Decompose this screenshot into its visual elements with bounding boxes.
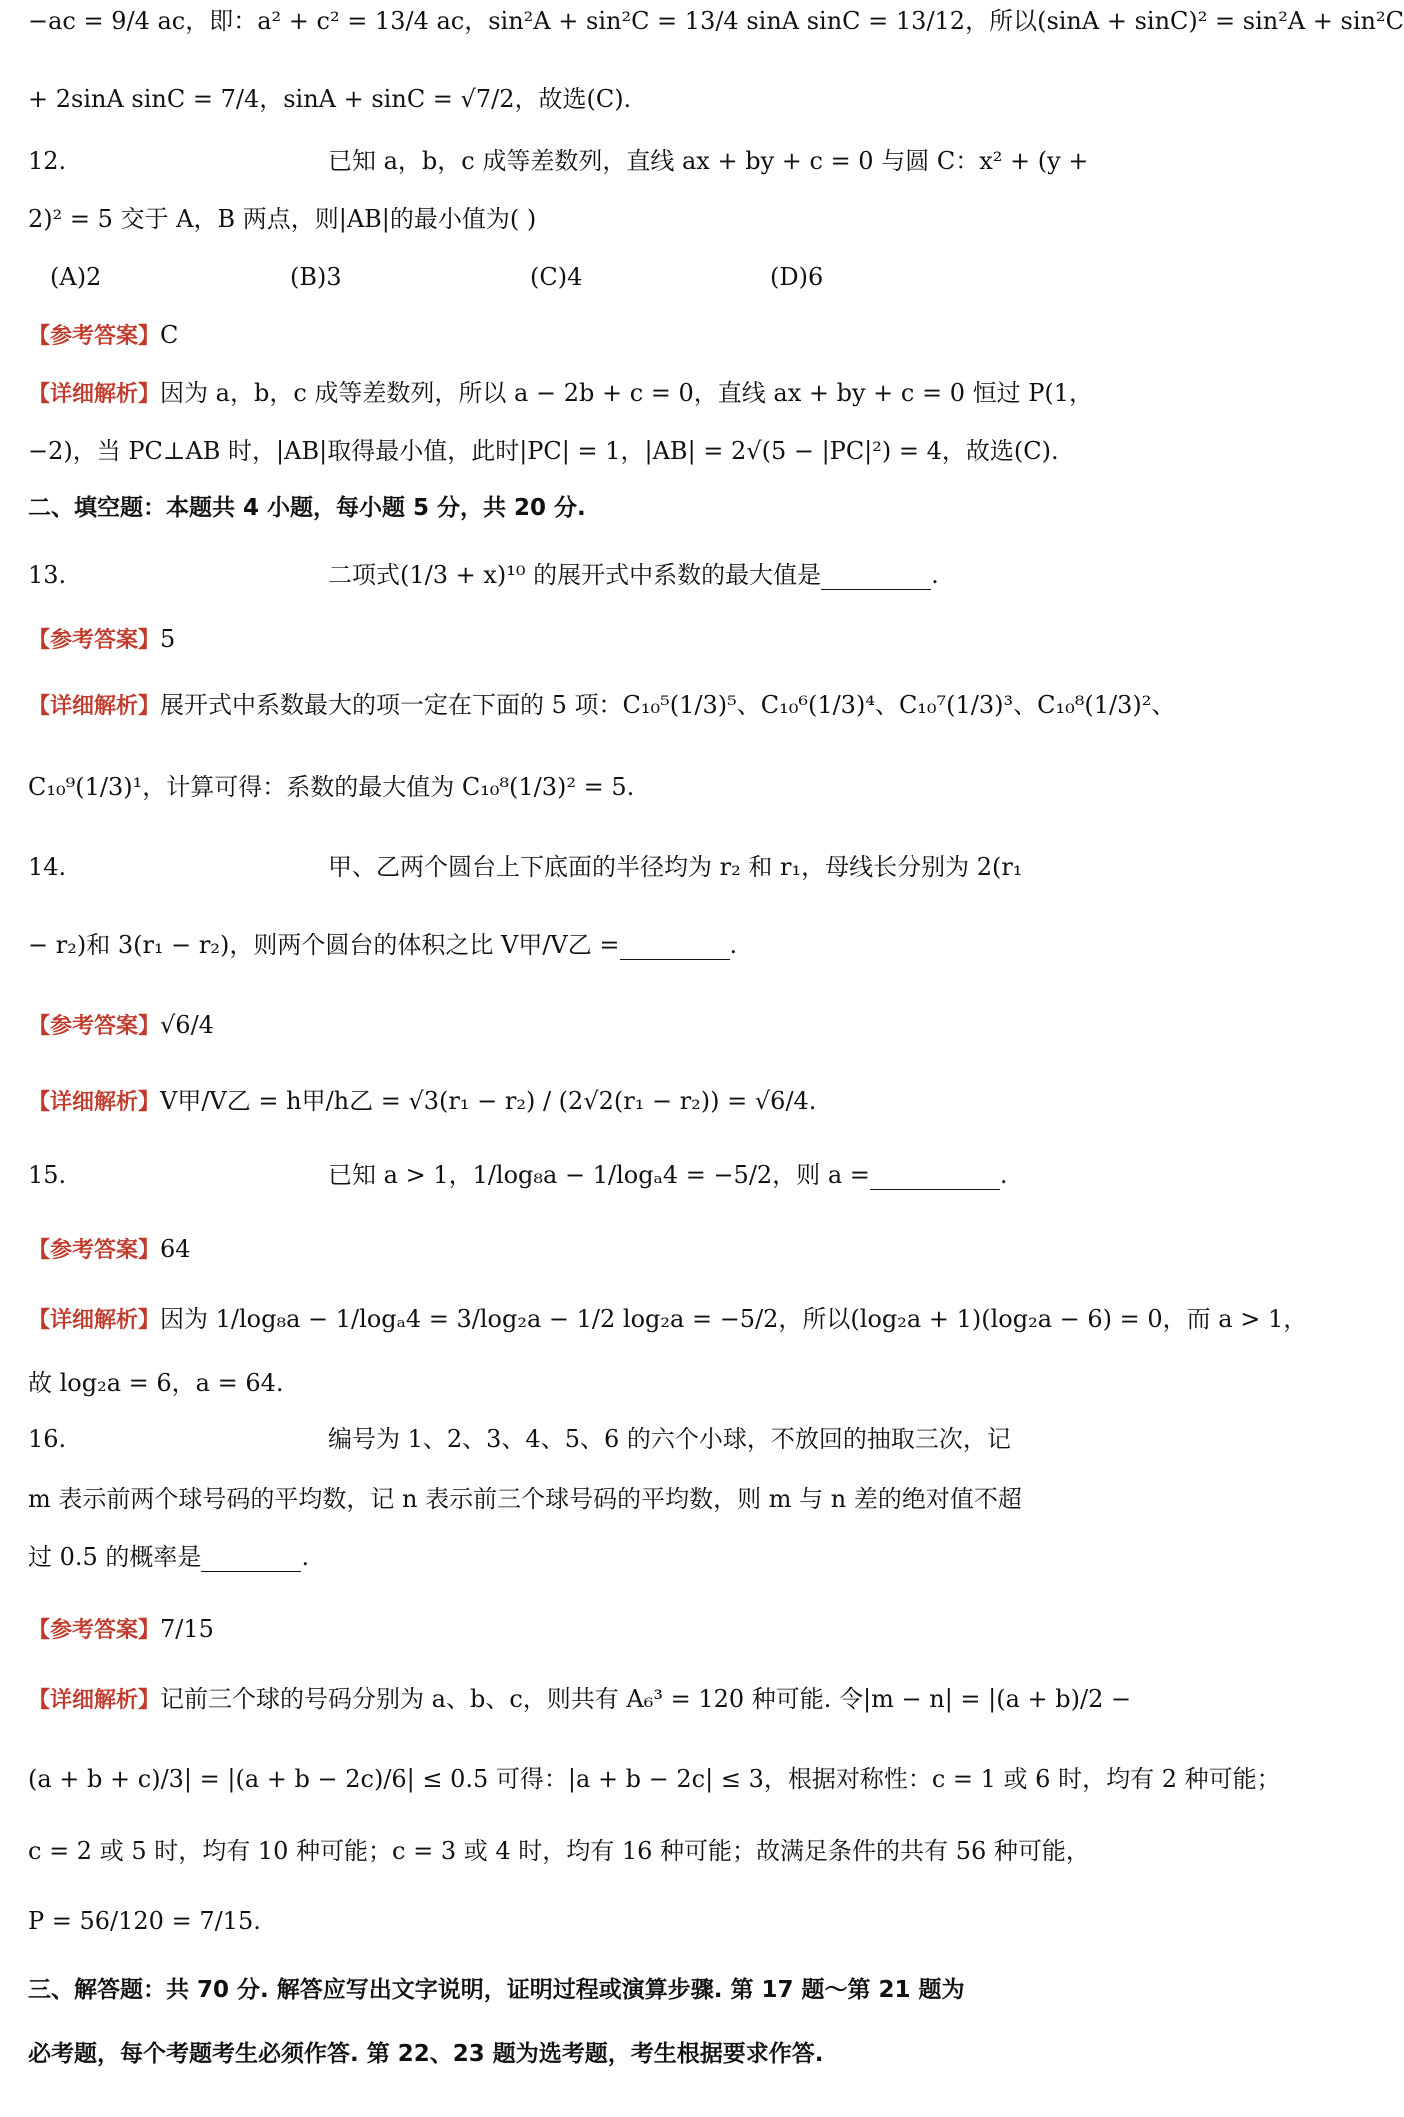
q15-solution-line-2: 故 log₂a = 6，a = 64. [28, 1369, 284, 1397]
q14-answer [28, 1010, 1043, 1041]
detail-label: 【详细解析】 [28, 1090, 161, 1115]
q13-stem [28, 560, 1043, 590]
q13-answer-blank [821, 589, 931, 590]
q16-answer [28, 1614, 1043, 1645]
q16-stem-line-3 [28, 1542, 1043, 1572]
q15-stem [28, 1160, 1043, 1190]
q12-number: 12. [28, 147, 67, 175]
q11-solution-line-2: + 2sinA sinC = 7/4，sinA + sinC = √7/2，故选(C). [28, 85, 632, 113]
q15-answer-value: 64 [160, 1235, 191, 1263]
q14-solution [28, 1086, 1043, 1117]
section-fill-in-heading: 二、填空题：本题共 4 小题，每小题 5 分，共 20 分. [28, 495, 586, 521]
q12-stem-text-1: 已知 a，b，c 成等差数列，直线 ax + by + c = 0 与圆 C：x² + (y + [328, 147, 1089, 175]
q15-answer-blank [870, 1189, 1000, 1190]
q16-solution-line-3: c = 2 或 5 时，均有 10 种可能；c = 3 或 4 时，均有 16 种可能；故满足条件的共有 56 种可能， [28, 1837, 1090, 1865]
q14-answer-value: √6/4 [160, 1011, 214, 1039]
q12-stem-line-1 [28, 146, 1089, 176]
q16-stem-line-1 [28, 1424, 1043, 1454]
q13-solution-line-2: C₁₀⁹(1/3)¹，计算可得：系数的最大值为 C₁₀⁸(1/3)² = 5. [28, 773, 635, 801]
q12-solution-text-1: 因为 a，b，c 成等差数列，所以 a − 2b + c = 0，直线 ax + by + c = 0 恒过 P(1， [160, 379, 1094, 407]
q16-stem-text-1: 编号为 1、2、3、4、5、6 的六个小球，不放回的抽取三次，记 [328, 1425, 1011, 1453]
detail-label: 【详细解析】 [28, 1688, 161, 1713]
q14-number: 14. [28, 853, 67, 881]
q15-period: . [999, 1161, 1008, 1189]
q12-stem-line-2: 2)² = 5 交于 A，B 两点，则|AB|的最小值为( ) [28, 205, 537, 233]
q15-solution-text-1: 因为 1/log₈a − 1/logₐ4 = 3/log₂a − 1/2 log₂a = −5/2，所以(log₂a + 1)(log₂a − 6) = 0，而 a > 1， [160, 1305, 1308, 1333]
q16-solution-line-4: P = 56/120 = 7/15. [28, 1907, 261, 1935]
q16-period: . [301, 1543, 310, 1571]
q11-solution-line-1: −ac = 9/4 ac，即：a² + c² = 13/4 ac，sin²A + sin²C = 13/4 sinA sinC = 13/12，所以(sinA + sinC)² = sin²A + sin²C [28, 7, 1404, 35]
q14-stem-text-2: − r₂)和 3(r₁ − r₂)，则两个圆台的体积之比 V甲/V乙 = [28, 931, 620, 959]
answer-label: 【参考答案】 [28, 1014, 161, 1039]
q14-answer-blank [620, 959, 730, 960]
q15-stem-text: 已知 a > 1，1/log₈a − 1/logₐ4 = −5/2，则 a = [328, 1161, 870, 1189]
q13-answer [28, 624, 1043, 655]
answer-label: 【参考答案】 [28, 1238, 161, 1263]
q15-number: 15. [28, 1161, 67, 1189]
detail-label: 【详细解析】 [28, 1308, 161, 1333]
q13-period: . [931, 561, 939, 589]
q12-solution-line-1 [28, 378, 1094, 409]
q15-solution-line-1 [28, 1304, 1308, 1335]
q13-stem-text: 二项式(1/3 + x)¹⁰ 的展开式中系数的最大值是 [328, 561, 822, 589]
q12-option-c: (C)4 [530, 263, 583, 291]
q14-stem-text-1: 甲、乙两个圆台上下底面的半径均为 r₂ 和 r₁，母线长分别为 2(r₁ [328, 853, 1023, 881]
q16-answer-blank [201, 1571, 301, 1572]
q12-option-d: (D)6 [770, 263, 824, 291]
q15-answer [28, 1234, 1043, 1265]
q12-answer-value: C [160, 321, 179, 349]
q14-solution-text: V甲/V乙 = h甲/h乙 = √3(r₁ − r₂) / (2√2(r₁ − r₂)) = √6/4. [160, 1087, 817, 1115]
q14-period: . [729, 931, 738, 959]
answer-label: 【参考答案】 [28, 1618, 161, 1643]
q14-stem-line-2 [28, 930, 1043, 960]
answer-label: 【参考答案】 [28, 324, 161, 349]
q16-solution-text-1: 记前三个球的号码分别为 a、b、c，则共有 A₆³ = 120 种可能. 令|m − n| = |(a + b)/2 − [160, 1685, 1132, 1713]
q12-option-b: (B)3 [290, 263, 342, 291]
q12-options [50, 262, 1043, 292]
q16-solution-line-2: (a + b + c)/3| = |(a + b − 2c)/6| ≤ 0.5 可得：|a + b − 2c| ≤ 3，根据对称性：c = 1 或 6 时，均有 2 种可能； [28, 1765, 1281, 1793]
q13-number: 13. [28, 561, 67, 589]
q16-stem-text-3: 过 0.5 的概率是 [28, 1543, 202, 1571]
q13-solution-text-1: 展开式中系数最大的项一定在下面的 5 项：C₁₀⁵(1/3)⁵、C₁₀⁶(1/3)⁴、C₁₀⁷(1/3)³、C₁₀⁸(1/3)²、 [160, 691, 1176, 719]
q12-solution-line-2: −2)，当 PC⊥AB 时，|AB|取得最小值，此时|PC| = 1，|AB| = 2√(5 − |PC|²) = 4，故选(C). [28, 437, 1059, 465]
q14-stem-line-1 [28, 852, 1043, 882]
q13-solution-line-1 [28, 690, 1176, 721]
detail-label: 【详细解析】 [28, 382, 161, 407]
q16-number: 16. [28, 1425, 67, 1453]
q13-answer-value: 5 [160, 625, 176, 653]
q12-answer [28, 320, 1043, 351]
detail-label: 【详细解析】 [28, 694, 161, 719]
q16-answer-value: 7/15 [160, 1615, 214, 1643]
q16-solution-line-1 [28, 1684, 1132, 1715]
q12-option-a: (A)2 [50, 263, 102, 291]
answer-label: 【参考答案】 [28, 628, 161, 653]
section-solve-heading-line-1: 三、解答题：共 70 分. 解答应写出文字说明，证明过程或演算步骤. 第 17 题～第 21 题为 [28, 1977, 965, 2003]
section-solve-heading-line-2: 必考题，每个考题考生必须作答. 第 22、23 题为选考题，考生根据要求作答. [28, 2041, 824, 2067]
q16-stem-line-2: m 表示前两个球号码的平均数，记 n 表示前三个球号码的平均数，则 m 与 n 差的绝对值不超 [28, 1485, 1022, 1513]
